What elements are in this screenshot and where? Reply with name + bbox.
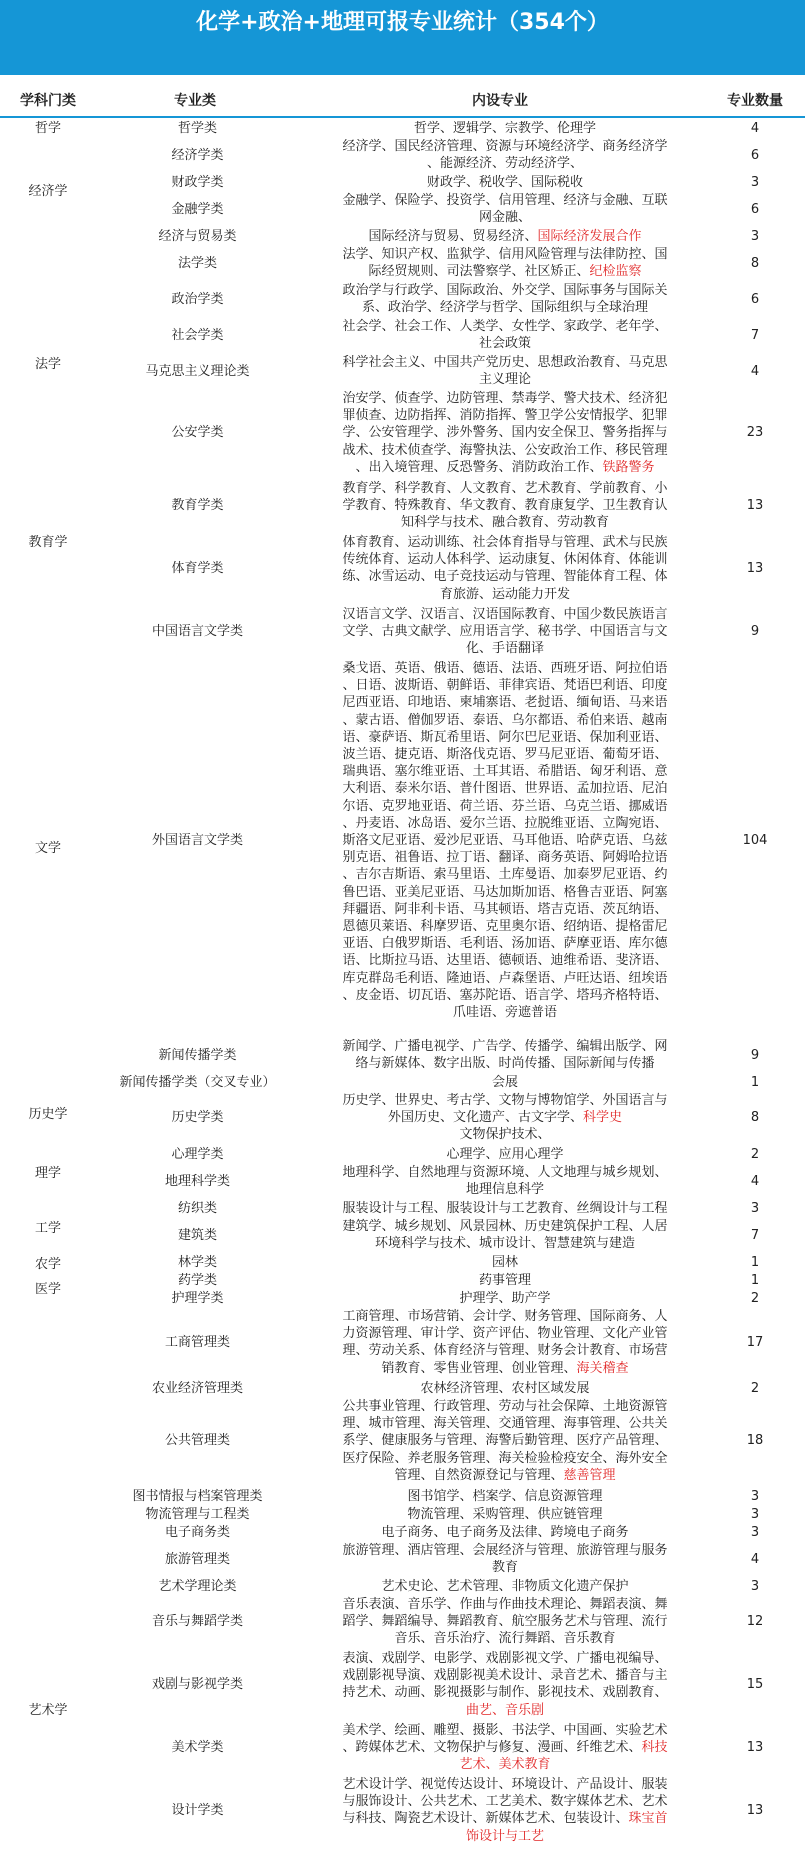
class-cell: 教育学类 — [171, 498, 224, 514]
header-class: 专业类 — [174, 93, 216, 109]
page-title: 化学+政治+地理可报专业统计（354个） — [196, 10, 609, 35]
majors-line — [300, 780, 710, 797]
highlight-major: 慈善管理 — [563, 1467, 616, 1483]
count-cell: 6 — [750, 201, 760, 217]
header-count: 专业数量 — [727, 93, 783, 109]
class-cell: 心理学类 — [171, 1147, 224, 1162]
major-text: 公共事业管理、行政管理、劳动与社会保障、土地资源管 — [342, 1399, 668, 1414]
majors-line — [300, 1092, 710, 1109]
majors-line — [300, 935, 710, 952]
major-text: 波兰语、捷克语、斯洛伐克语、罗马尼亚语、葡萄牙语、 — [342, 747, 668, 762]
majors-line — [300, 424, 710, 441]
majors-line — [300, 1342, 710, 1359]
major-text: 园林 — [491, 1255, 518, 1270]
count-cell: 7 — [750, 1227, 760, 1243]
count-cell: 3 — [750, 1489, 760, 1504]
majors-line — [300, 282, 710, 299]
major-text: 国际经济与贸易、贸易经济、 — [368, 229, 538, 244]
major-text: 、丹麦语、冰岛语、爱尔兰语、拉脱维亚语、立陶宛语、 — [342, 815, 668, 831]
majors-line — [300, 1146, 710, 1163]
highlight-major: 海关稽查 — [576, 1360, 629, 1376]
majors-line — [300, 1559, 710, 1576]
category-label: 法学 — [34, 357, 61, 372]
majors-line — [300, 551, 710, 568]
majors-line — [300, 1218, 710, 1235]
major-text: 政治学与行政学、国际政治、外交学、国际事务与国际关 — [342, 283, 668, 298]
majors-line — [300, 849, 710, 866]
count-cell: 12 — [746, 1614, 764, 1630]
major-text: 、皮金语、切瓦语、塞苏陀语、语言学、塔玛齐格特语、 — [342, 987, 668, 1003]
class-cell: 电子商务类 — [164, 1525, 230, 1540]
majors-line — [300, 1398, 710, 1415]
highlight-major: 饰设计与工艺 — [465, 1828, 544, 1844]
major-text: 恩德贝莱语、科摩罗语、克里奥尔语、绍纳语、提格雷尼 — [342, 919, 668, 934]
count-cell: 23 — [746, 425, 764, 441]
highlight-major: 珠宝首 — [628, 1811, 668, 1827]
category-label: 医学 — [34, 1282, 61, 1297]
majors-line — [300, 1272, 710, 1289]
category-label: 哲学 — [34, 121, 61, 136]
count-cell: 1 — [750, 1255, 760, 1270]
major-text: 、吉尔吉斯语、索马里语、土库曼语、加泰罗尼亚语、约 — [342, 867, 668, 883]
majors-line — [300, 568, 710, 585]
majors-line — [300, 763, 710, 780]
major-text: 鲁巴语、亚美尼亚语、马达加斯加语、格鲁吉亚语、阿塞 — [342, 884, 668, 900]
count-cell: 6 — [750, 291, 760, 307]
count-cell: 1 — [750, 1273, 760, 1288]
major-text: 战术、技术侦查学、海警执法、公安政治工作、移民管理 — [342, 442, 668, 458]
class-cell: 工商管理类 — [164, 1334, 230, 1350]
majors-line — [300, 640, 710, 657]
major-text: 工商管理、市场营销、会计学、财务管理、国际商务、人 — [342, 1309, 668, 1324]
majors-line — [300, 1810, 710, 1827]
count-cell: 9 — [750, 1047, 760, 1063]
highlight-major: 纪检监察 — [589, 264, 642, 280]
count-cell: 1 — [750, 1075, 760, 1090]
major-text: 传统体育、运动人体科学、运动康复、休闲体育、体能训 — [342, 552, 668, 568]
majors-line — [300, 120, 710, 137]
majors-line — [300, 1613, 710, 1630]
major-text: 育旅游、运动能力开发 — [439, 586, 570, 602]
majors-line — [300, 1467, 710, 1484]
count-cell: 13 — [746, 560, 764, 576]
class-cell: 艺术学理论类 — [158, 1579, 237, 1594]
count-cell: 3 — [750, 1507, 760, 1522]
major-text: 社会政策 — [478, 336, 531, 352]
majors-line — [300, 1450, 710, 1467]
major-text: 大利语、泰米尔语、普什图语、世界语、孟加拉语、尼泊 — [342, 781, 668, 797]
majors-line — [300, 1630, 710, 1647]
class-cell: 外国语言文学类 — [151, 833, 243, 848]
class-cell: 地理科学类 — [164, 1173, 230, 1189]
majors-line — [300, 1684, 710, 1701]
header-majors: 内设专业 — [472, 93, 528, 109]
major-text: 络与新媒体、数字出版、时尚传播、国际新闻与传播 — [355, 1056, 655, 1072]
major-text: 哲学、逻辑学、宗教学、伦理学 — [413, 121, 596, 136]
major-text: 教育 — [491, 1560, 518, 1576]
major-text: 戏剧影视导演、戏剧影视美术设计、录音艺术、播音与主 — [342, 1668, 668, 1684]
majors-line — [300, 497, 710, 514]
major-text: 汉语言文学、汉语言、汉语国际教育、中国少数民族语言 — [342, 607, 668, 622]
major-text: 科学社会主义、中国共产党历史、思想政治教育、马克思 — [342, 355, 668, 370]
majors-line — [300, 1380, 710, 1397]
class-cell: 旅游管理类 — [164, 1551, 230, 1567]
major-text: 体育教育、运动训练、社会体育指导与管理、武术与民族 — [342, 535, 668, 550]
major-text: 系、政治学、经济学与哲学、国际组织与全球治理 — [361, 300, 648, 316]
major-text: 、出入境管理、反恐警务、消防政治工作、 — [355, 459, 603, 475]
count-cell: 13 — [746, 498, 764, 514]
major-text: 物流管理、采购管理、供应链管理 — [407, 1507, 603, 1522]
majors-line — [300, 798, 710, 815]
count-cell: 18 — [746, 1433, 764, 1449]
major-text: 与科技、陶瓷艺术设计、新媒体艺术、包装设计、 — [342, 1811, 629, 1827]
major-text: 会展 — [491, 1075, 518, 1090]
class-cell: 图书情报与档案管理类 — [132, 1489, 263, 1504]
majors-line — [300, 192, 710, 209]
majors-line — [300, 712, 710, 729]
major-text: 艺术设计学、视觉传达设计、环境设计、产品设计、服装 — [342, 1777, 668, 1792]
major-text: 斯洛文尼亚语、爱沙尼亚语、马耳他语、哈萨克语、乌兹 — [342, 833, 668, 848]
major-text: 心理学、应用心理学 — [446, 1147, 564, 1162]
major-text: 化、手语翻译 — [465, 641, 544, 657]
major-text: 尼西亚语、印地语、柬埔寨语、老挝语、缅甸语、马来语 — [342, 695, 668, 711]
majors-line — [300, 866, 710, 883]
majors-line — [300, 1308, 710, 1325]
majors-line — [300, 1360, 710, 1377]
major-text: 销教育、零售业管理、创业管理、 — [381, 1360, 577, 1376]
class-cell: 戏剧与影视学类 — [151, 1676, 243, 1692]
class-cell: 物流管理与工程类 — [145, 1507, 250, 1522]
class-cell: 财政学类 — [171, 175, 224, 190]
class-cell: 新闻传播学类 — [158, 1047, 237, 1063]
major-text: 瑞典语、塞尔维亚语、土耳其语、希腊语、匈牙利语、意 — [342, 764, 668, 780]
majors-line — [300, 1164, 710, 1181]
category-label: 理学 — [34, 1166, 61, 1181]
major-text: 财政学、税收学、国际税收 — [426, 175, 583, 190]
majors-line — [300, 138, 710, 155]
category-label: 教育学 — [28, 535, 68, 550]
major-text: 知科学与技术、融合教育、劳动教育 — [400, 515, 609, 531]
majors-line — [300, 371, 710, 388]
major-text: 系学、健康服务与管理、海警后勤管理、医疗产品管理、 — [342, 1433, 668, 1449]
class-cell: 法学类 — [177, 255, 217, 271]
majors-line — [300, 534, 710, 551]
major-text: 法学、知识产权、监狱学、信用风险管理与法律防控、国 — [342, 247, 668, 262]
table-header — [0, 82, 805, 118]
major-text: 管理、自然资源登记与管理、 — [394, 1467, 564, 1483]
major-text: 爪哇语、旁遮普语 — [452, 1005, 557, 1020]
major-text: 艺术史论、艺术管理、非物质文化遗产保护 — [381, 1579, 629, 1594]
highlight-major: 科学史 — [583, 1110, 623, 1126]
class-cell: 建筑类 — [177, 1227, 217, 1243]
majors-line — [300, 299, 710, 316]
majors-line — [300, 1524, 710, 1541]
class-cell: 经济学类 — [171, 147, 224, 163]
class-cell: 公共管理类 — [164, 1433, 230, 1449]
count-cell: 9 — [750, 624, 760, 640]
major-text: 拜疆语、阿非利卡语、马其顿语、塔吉克语、茨瓦纳语、 — [342, 901, 668, 917]
class-cell: 新闻传播学类（交叉专业） — [119, 1075, 276, 1090]
majors-line — [300, 1776, 710, 1793]
major-text: 、能源经济、劳动经济学、 — [426, 156, 583, 172]
count-cell: 4 — [750, 1551, 760, 1567]
class-cell: 公安学类 — [171, 425, 224, 441]
majors-line — [300, 1109, 710, 1126]
class-cell: 林学类 — [177, 1255, 217, 1270]
highlight-major: 艺术、美术教育 — [459, 1757, 551, 1773]
count-cell: 15 — [746, 1676, 764, 1692]
major-text: 环境科学与技术、城市设计、智慧建筑与建造 — [374, 1236, 635, 1252]
majors-line — [300, 1325, 710, 1342]
majors-line — [300, 155, 710, 172]
majors-line — [300, 729, 710, 746]
majors-line — [300, 987, 710, 1004]
major-text: 蹈学、舞蹈编导、舞蹈教育、航空服务艺术与管理、流行 — [342, 1614, 668, 1630]
class-cell: 美术学类 — [171, 1740, 224, 1756]
class-cell: 中国语言文学类 — [151, 624, 243, 640]
highlight-major: 铁路警务 — [602, 459, 655, 475]
major-text: 药事管理 — [478, 1273, 531, 1288]
category-label: 文学 — [34, 841, 61, 856]
major-text: 学教育、特殊教育、华文教育、教育康复学、卫生教育认 — [342, 498, 668, 514]
major-text: 经济学、国民经济管理、资源与环境经济学、商务经济学 — [342, 139, 668, 154]
majors-line — [300, 623, 710, 640]
major-text: 理、劳动关系、体育经济与管理、财务会计教育、市场营 — [342, 1343, 668, 1359]
majors-line — [300, 970, 710, 987]
majors-line — [300, 480, 710, 497]
majors-line — [300, 660, 710, 677]
majors-line — [300, 1432, 710, 1449]
majors-line — [300, 228, 710, 245]
major-text: 文学、古典文献学、应用语言学、秘书学、中国语言与文 — [342, 624, 668, 640]
major-text: 医疗保险、养老服务管理、海关检验检疫安全、海外安全 — [342, 1450, 668, 1466]
class-cell: 药学类 — [177, 1273, 217, 1288]
majors-line — [300, 1667, 710, 1684]
major-text: 际经贸规则、司法警察学、社区矫正、 — [368, 264, 590, 280]
count-cell: 104 — [742, 833, 768, 848]
class-cell: 纺织类 — [177, 1201, 217, 1216]
majors-line — [300, 746, 710, 763]
majors-line — [300, 1254, 710, 1271]
major-text: 治安学、侦查学、边防管理、禁毒学、警犬技术、经济犯 — [342, 391, 668, 406]
majors-line — [300, 1200, 710, 1217]
major-text: 教育学、科学教育、人文教育、艺术教育、学前教育、小 — [342, 481, 668, 496]
category-label: 工学 — [34, 1221, 61, 1236]
major-text: 农林经济管理、农村区域发展 — [420, 1381, 590, 1396]
majors-line — [300, 677, 710, 694]
majors-line — [300, 1596, 710, 1613]
major-text: 美术学、绘画、雕塑、摄影、书法学、中国画、实验艺术 — [342, 1723, 668, 1738]
majors-line — [300, 1235, 710, 1252]
count-cell: 4 — [750, 1173, 760, 1189]
major-text: 理、城市管理、海关管理、交通管理、海事管理、公共关 — [342, 1416, 668, 1432]
majors-line — [300, 354, 710, 371]
major-text: 练、冰雪运动、电子竞技运动与管理、智能体育工程、体 — [342, 569, 668, 585]
majors-line — [300, 1722, 710, 1739]
majors-line — [300, 1542, 710, 1559]
major-text: 持艺术、动画、影视摄影与制作、影视技术、戏剧教育、 — [342, 1685, 668, 1701]
major-text: 电子商务、电子商务及法律、跨境电子商务 — [381, 1525, 629, 1540]
majors-line — [300, 815, 710, 832]
category-label: 经济学 — [28, 184, 68, 199]
major-text: 桑戈语、英语、俄语、德语、法语、西班牙语、阿拉伯语 — [342, 661, 668, 676]
majors-line — [300, 1415, 710, 1432]
major-text: 学、公安管理学、涉外警务、国内安全保卫、警务指挥与 — [342, 425, 668, 441]
major-text: 护理学、助产学 — [459, 1291, 551, 1306]
majors-line — [300, 586, 710, 603]
count-cell: 3 — [750, 1201, 760, 1216]
majors-line — [300, 1126, 710, 1143]
majors-line — [300, 1488, 710, 1505]
major-text: 表演、戏剧学、电影学、戏剧影视文学、广播电视编导、 — [342, 1651, 668, 1666]
class-cell: 设计学类 — [171, 1802, 224, 1818]
count-cell: 13 — [746, 1740, 764, 1756]
major-text: 与服饰设计、公共艺术、工艺美术、数字媒体艺术、艺术 — [342, 1794, 668, 1810]
major-text: 金融学、保险学、投资学、信用管理、经济与金融、互联 — [342, 193, 668, 208]
major-text: 、蒙古语、僧伽罗语、泰语、乌尔都语、希伯来语、越南 — [342, 712, 668, 728]
highlight-major: 科技 — [641, 1740, 668, 1756]
major-text: 亚语、白俄罗斯语、毛利语、汤加语、萨摩亚语、库尔德 — [342, 936, 668, 952]
count-cell: 2 — [750, 1291, 760, 1306]
count-cell: 2 — [750, 1147, 760, 1162]
majors-line — [300, 606, 710, 623]
major-text: 服装设计与工程、服装设计与工艺教育、丝绸设计与工程 — [342, 1201, 668, 1216]
category-label: 农学 — [34, 1257, 61, 1272]
class-cell: 历史学类 — [171, 1110, 224, 1126]
class-cell: 护理学类 — [171, 1291, 224, 1306]
count-cell: 8 — [750, 255, 760, 271]
majors-line — [300, 1038, 710, 1055]
count-cell: 3 — [750, 175, 760, 190]
major-text: 别克语、祖鲁语、拉丁语、翻译、商务英语、阿姆哈拉语 — [342, 850, 668, 866]
highlight-major: 国际经济发展合作 — [537, 229, 642, 244]
majors-line — [300, 407, 710, 424]
class-cell: 马克思主义理论类 — [145, 363, 250, 379]
majors-line — [300, 1578, 710, 1595]
class-cell: 音乐与舞蹈学类 — [151, 1614, 243, 1630]
majors-line — [300, 1793, 710, 1810]
majors-line — [300, 918, 710, 935]
major-text: 音乐表演、音乐学、作曲与作曲技术理论、舞蹈表演、舞 — [342, 1597, 668, 1612]
count-cell: 13 — [746, 1802, 764, 1818]
count-cell: 8 — [750, 1110, 760, 1126]
major-text: 音乐、音乐治疗、流行舞蹈、音乐教育 — [394, 1631, 616, 1647]
majors-line — [300, 246, 710, 263]
count-cell: 6 — [750, 147, 760, 163]
majors-line — [300, 263, 710, 280]
majors-line — [300, 442, 710, 459]
majors-line — [300, 209, 710, 226]
count-cell: 4 — [750, 121, 760, 136]
highlight-major: 曲艺、音乐剧 — [465, 1702, 544, 1718]
majors-line — [300, 514, 710, 531]
majors-line — [300, 1828, 710, 1845]
majors-line — [300, 884, 710, 901]
majors-line — [300, 390, 710, 407]
count-cell: 17 — [746, 1334, 764, 1350]
majors-line — [300, 1650, 710, 1667]
count-cell: 2 — [750, 1381, 760, 1396]
class-cell: 政治学类 — [171, 291, 224, 307]
majors-line — [300, 1756, 710, 1773]
count-cell: 3 — [750, 1525, 760, 1540]
count-cell: 3 — [750, 1579, 760, 1594]
major-text: 力资源管理、审计学、资产评估、物业管理、文化产业管 — [342, 1326, 668, 1342]
majors-line — [300, 174, 710, 191]
majors-line — [300, 1055, 710, 1072]
majors-line — [300, 1290, 710, 1307]
major-text: 社会学、社会工作、人类学、女性学、家政学、老年学、 — [342, 319, 668, 334]
major-text: 旅游管理、酒店管理、会展经济与管理、旅游管理与服务 — [342, 1543, 668, 1558]
majors-line — [300, 335, 710, 352]
major-text: 网金融、 — [478, 210, 531, 226]
majors-line — [300, 832, 710, 849]
title-banner — [0, 0, 805, 75]
count-cell: 4 — [750, 363, 760, 379]
major-text: 外国历史、文化遗产、古文字学、 — [387, 1110, 583, 1126]
class-cell: 农业经济管理类 — [151, 1381, 243, 1396]
major-text: 库克群岛毛利语、隆迪语、卢森堡语、卢旺达语、纽埃语 — [342, 970, 668, 986]
header-category: 学科门类 — [20, 93, 76, 109]
majors-line — [300, 901, 710, 918]
class-cell: 金融学类 — [171, 201, 224, 217]
majors-line — [300, 1004, 710, 1021]
majors-line — [300, 694, 710, 711]
major-text: 地理信息科学 — [465, 1182, 544, 1198]
class-cell: 经济与贸易类 — [158, 229, 237, 244]
majors-line — [300, 952, 710, 969]
majors-line — [300, 459, 710, 476]
major-text: 罪侦查、边防指挥、消防指挥、警卫学公安情报学、犯罪 — [342, 408, 668, 424]
majors-line — [300, 318, 710, 335]
major-text: 历史学、世界史、考古学、文物与博物馆学、外国语言与 — [342, 1093, 668, 1108]
class-cell: 哲学类 — [177, 121, 217, 136]
major-text: 文物保护技术、 — [459, 1127, 551, 1143]
majors-line — [300, 1074, 710, 1091]
major-text: 图书馆学、档案学、信息资源管理 — [407, 1489, 603, 1504]
category-label: 艺术学 — [28, 1703, 68, 1718]
majors-line — [300, 1506, 710, 1523]
class-cell: 社会学类 — [171, 327, 224, 343]
class-cell: 体育学类 — [171, 560, 224, 576]
major-text: 新闻学、广播电视学、广告学、传播学、编辑出版学、网 — [342, 1039, 668, 1054]
majors-line — [300, 1702, 710, 1719]
major-text: 建筑学、城乡规划、风景园林、历史建筑保护工程、人居 — [342, 1219, 668, 1234]
count-cell: 3 — [750, 229, 760, 244]
count-cell: 7 — [750, 327, 760, 343]
major-text: 语、豪萨语、斯瓦希里语、阿尔巴尼亚语、保加利亚语、 — [342, 729, 668, 745]
major-text: 、跨媒体艺术、文物保护与修复、漫画、纤维艺术、 — [342, 1740, 642, 1756]
major-text: 语、比斯拉马语、达里语、德顿语、迪维希语、斐济语、 — [342, 953, 668, 969]
majors-line — [300, 1181, 710, 1198]
major-text: 、日语、波斯语、朝鲜语、菲律宾语、梵语巴利语、印度 — [342, 678, 668, 694]
major-text: 主义理论 — [478, 372, 531, 388]
majors-line — [300, 1739, 710, 1756]
major-text: 尔语、克罗地亚语、荷兰语、芬兰语、乌克兰语、挪威语 — [342, 798, 668, 814]
category-label: 历史学 — [28, 1107, 68, 1122]
major-text: 地理科学、自然地理与资源环境、人文地理与城乡规划、 — [342, 1165, 668, 1180]
